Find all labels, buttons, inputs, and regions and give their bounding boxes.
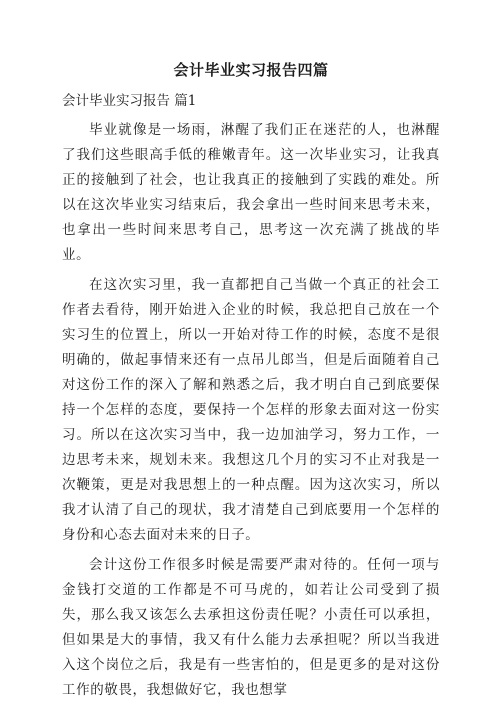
- section-heading: 会计毕业实习报告 篇1: [62, 93, 197, 109]
- paragraph: 会计这份工作很多时候是需要严肃对待的。任何一项与金钱打交道的工作都是不可马虎的，如若让公司受到了损失，那么我又该怎么去承担这份责任呢？小责任可以承担，但如果是大的事情，我又有什么能力去承担呢？所以当我进入这个岗位之后，我是有一些害怕的，但是更多的是对这份工作的敬畏，我想做好它，我也想掌: [62, 557, 440, 698]
- paragraph: 毕业就像是一场雨，淋醒了我们正在迷茫的人，也淋醒了我们这些眼高手低的稚嫩青年。这一次毕业实习，让我真正的接触到了社会，也让我真正的接触到了实践的难处。所以在这次毕业实习结束后，我会拿出一些时间来思考未来，也拿出一些时间来思考自己，思考这一次充满了挑战的毕业。: [62, 122, 440, 263]
- document-title: 会计毕业实习报告四篇: [173, 61, 329, 79]
- paragraph: 在这次实习里，我一直都把自己当做一个真正的社会工作者去看待，刚开始进入企业的时候，我总把自己放在一个实习生的位置上，所以一开始对待工作的时候，态度不是很明确的，做起事情来还有一点吊儿郎当，但是后面随着自己对这份工作的深入了解和熟悉之后，我才明白自己到底要保持一个怎样的态度，要保持一个怎样的形象去面对这一份实习。所以在这次实习当中，我一边加油学习，努力工作，一边思考未来，规划未来。我想这几个月的实习不止对我是一次鞭策，更是对我思想上的一种点醒。因为这次实习，所以我才认清了自己的现状，我才清楚自己到底要用一个怎样的身份和心态去面对未来的日子。: [62, 277, 440, 543]
